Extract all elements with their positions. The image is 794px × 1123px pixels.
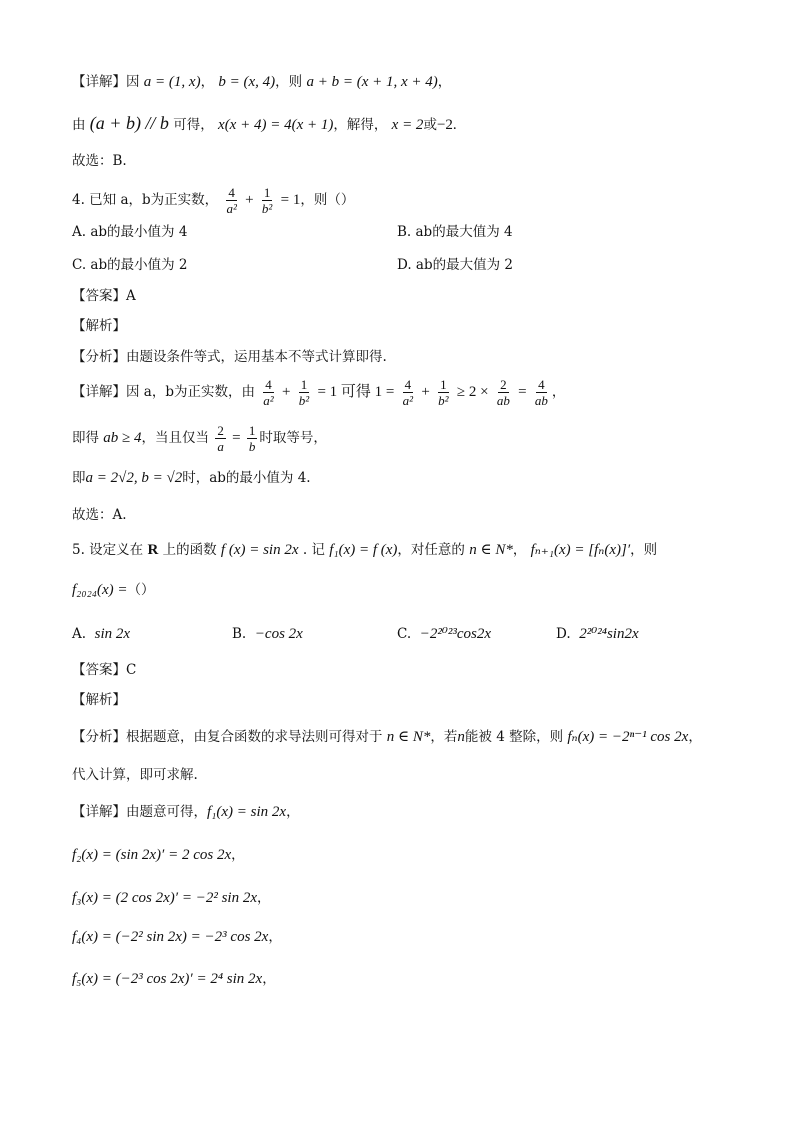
math-f4: f₄(x) = (−2² sin 2x) = −2³ cos 2x <box>72 929 269 945</box>
text: 即 <box>72 470 86 486</box>
text: 时，ab的最小值为 4. <box>182 470 311 486</box>
q5-option-c <box>397 624 491 644</box>
text: ，则 <box>630 542 658 558</box>
option-letter: C. <box>397 626 412 642</box>
text: ，对任意的 <box>397 542 465 558</box>
solution-line-2 <box>72 113 457 135</box>
denominator: b² <box>261 201 273 216</box>
operator: + <box>245 192 254 208</box>
fraction <box>260 186 274 215</box>
math-root: x = 2 <box>391 117 424 133</box>
q4-answer: 【答案】A <box>72 288 136 304</box>
text: ， <box>286 804 300 820</box>
text: ， <box>268 929 282 945</box>
denominator: a² <box>263 393 274 408</box>
option-math: −2²⁰²³cos2x <box>419 626 492 642</box>
equals: = <box>232 430 241 446</box>
text: （） <box>127 582 155 598</box>
denominator: b² <box>298 393 310 408</box>
q4-option-d: D. ab的最大值为 2 <box>397 257 513 273</box>
q5-option-d <box>556 624 639 644</box>
text: 能被 4 整除，则 <box>464 729 564 745</box>
math-equation: x(x + 4) = 4(x + 1) <box>218 117 334 133</box>
math-f2024: f₂₀₂₄(x) = <box>72 582 128 598</box>
q5-analysis-line-1 <box>72 727 702 747</box>
q4-stem <box>72 186 354 215</box>
text: 【详解】由题意可得， <box>72 804 207 820</box>
operator: + <box>421 384 430 400</box>
numerator: 1 <box>440 377 447 392</box>
q5-detail-line-1 <box>72 802 300 822</box>
math-formula: fₙ(x) = −2ⁿ⁻¹ cos 2x <box>567 729 689 745</box>
text: 可得， <box>173 117 214 133</box>
fraction <box>495 378 512 407</box>
text: ，解得， <box>333 117 388 133</box>
denominator: b <box>248 439 256 454</box>
text: 【分析】根据题意，由复合函数的求导法则可得对于 <box>72 729 383 745</box>
math-reals: R <box>147 542 159 558</box>
math-vector-sum: a + b = (x + 1, x + 4) <box>306 74 438 90</box>
text: ，当且仅当 <box>141 430 210 446</box>
q4-analysis-label: 【解析】 <box>72 318 126 334</box>
text: ， <box>437 74 452 90</box>
denominator: a² <box>402 393 414 408</box>
math-function: f (x) = sin 2x <box>220 542 299 558</box>
numerator: 4 <box>538 377 545 392</box>
text: ， <box>688 729 702 745</box>
denominator: ab <box>496 393 510 408</box>
option-letter: D. <box>556 626 571 642</box>
fraction <box>224 186 238 215</box>
text: 或 <box>423 117 437 133</box>
denominator: a <box>217 439 224 454</box>
text: ，则 <box>275 74 303 90</box>
q4-detail-line-3 <box>72 468 311 488</box>
equals: = <box>518 384 527 400</box>
q5-detail-line-4 <box>72 927 282 947</box>
fraction <box>297 378 311 407</box>
text: ， <box>200 74 215 90</box>
solution-line-1 <box>72 72 451 92</box>
text: 由 <box>72 117 86 133</box>
text: = 1 可得 1 = <box>317 384 395 400</box>
text: 即得 <box>72 430 99 446</box>
fraction <box>261 378 275 407</box>
math-set: n ∈ N* <box>469 542 513 558</box>
denominator: a² <box>226 201 237 216</box>
math-set: n ∈ N* <box>386 729 431 745</box>
text: ， <box>512 542 527 558</box>
text: ， <box>256 890 271 906</box>
text: 4. 已知 a，b为正实数， <box>72 192 219 208</box>
fraction <box>436 378 450 407</box>
numerator: 4 <box>228 185 235 200</box>
math-values: a = 2√2, b = √2 <box>85 470 183 486</box>
q5-detail-line-5 <box>72 969 276 989</box>
numerator: 4 <box>265 377 272 392</box>
text: ， <box>262 971 276 987</box>
text: 上的函数 <box>162 542 217 558</box>
option-math: sin 2x <box>94 626 131 642</box>
text: ， <box>551 384 566 400</box>
q4-option-c: C. ab的最小值为 2 <box>72 257 188 273</box>
operator: + <box>281 384 291 400</box>
q5-detail-line-3 <box>72 888 270 908</box>
option-math: −cos 2x <box>254 626 303 642</box>
text: ，则（） <box>300 192 355 208</box>
text: 因 <box>126 74 140 90</box>
q5-option-b <box>232 624 303 644</box>
q5-stem-line-1 <box>72 540 657 560</box>
q5-analysis-label: 【解析】 <box>72 692 126 708</box>
q4-detail-line-1 <box>72 378 565 407</box>
math-vector-a: a = (1, x) <box>143 74 201 90</box>
q5-stem-line-2 <box>72 580 155 600</box>
text: . 记 <box>302 542 325 558</box>
math-f1: f₁(x) = sin 2x <box>207 804 287 820</box>
q4-analysis: 【分析】由题设条件等式，运用基本不等式计算即得. <box>72 349 387 365</box>
option-math: 2²⁰²⁴sin2x <box>579 626 639 642</box>
q5-detail-line-2 <box>72 845 245 865</box>
math-vector-b: b = (x, 4) <box>218 74 276 90</box>
option-letter: B. <box>232 626 247 642</box>
q5-analysis-line-2: 代入计算，即可求解. <box>72 767 198 783</box>
numerator: 1 <box>300 377 308 392</box>
numerator: 1 <box>263 185 271 200</box>
operator: ≥ 2 × <box>456 384 489 400</box>
math-parallel: (a + b) // b <box>89 113 169 133</box>
text: 5. 设定义在 <box>72 542 144 558</box>
q4-option-a: A. ab的最小值为 4 <box>72 224 188 240</box>
denominator: ab <box>534 393 548 408</box>
option-letter: A. <box>72 626 87 642</box>
math-recursion: fₙ₊₁(x) = [fₙ(x)]′ <box>530 542 631 558</box>
math-f3: f₃(x) = (2 cos 2x)′ = −2² sin 2x <box>72 890 257 906</box>
fraction <box>401 378 415 407</box>
numerator: 2 <box>217 423 224 438</box>
numerator: 1 <box>248 423 256 438</box>
q5-answer: 【答案】C <box>72 662 137 678</box>
text: ，若 <box>430 729 458 745</box>
fraction <box>533 378 550 407</box>
detail-label: 【详解】 <box>72 74 126 90</box>
math-n: n <box>457 729 465 745</box>
text: 时取等号， <box>259 430 327 446</box>
equals: = 1 <box>280 192 301 208</box>
numerator: 2 <box>500 377 507 392</box>
fraction <box>215 424 226 453</box>
q5-option-a <box>72 624 130 644</box>
math-root-2: −2. <box>436 117 457 133</box>
math-f2: f₂(x) = (sin 2x)′ = 2 cos 2x <box>72 847 232 863</box>
choose-line: 故选：B. <box>72 153 127 169</box>
q4-detail-line-2 <box>72 424 327 453</box>
numerator: 4 <box>404 377 412 392</box>
q4-choose: 故选：A. <box>72 507 127 523</box>
math-inequality: ab ≥ 4 <box>103 430 142 446</box>
denominator: b² <box>438 393 449 408</box>
math-f1: f₁(x) = f (x) <box>329 542 398 558</box>
text: 【详解】因 a，b为正实数，由 <box>72 384 255 400</box>
math-f5: f₅(x) = (−2³ cos 2x)′ = 2⁴ sin 2x <box>72 971 263 987</box>
fraction <box>247 424 258 453</box>
text: ， <box>231 847 245 863</box>
q4-option-b: B. ab的最大值为 4 <box>397 224 513 240</box>
